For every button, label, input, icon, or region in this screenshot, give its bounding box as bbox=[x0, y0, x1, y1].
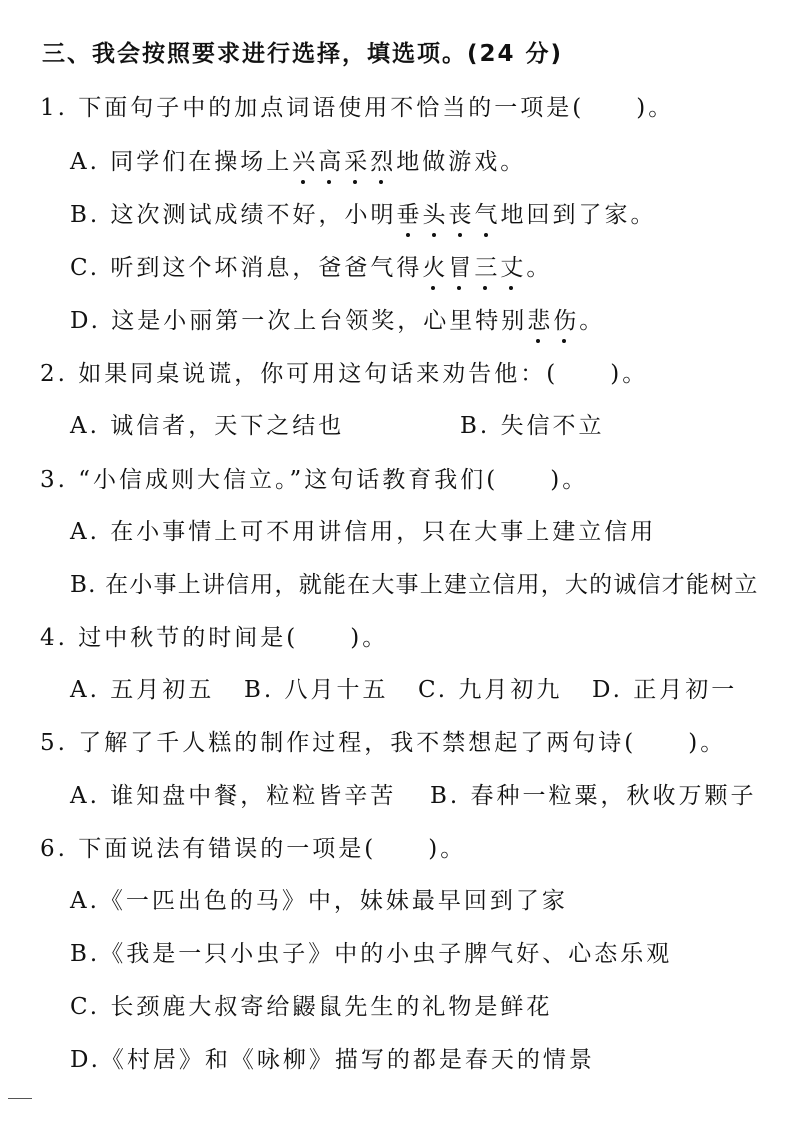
question-3-stem-text: 3. “小信成则大信立。”这句话教育我们( bbox=[40, 467, 499, 493]
question-5-stem-end: )。 bbox=[688, 730, 727, 756]
option-c-dotted-char: 三 bbox=[474, 252, 500, 284]
question-2-stem-end: )。 bbox=[610, 361, 649, 387]
question-6-option-c[interactable]: C. 长颈鹿大叔寄给鼹鼠先生的礼物是鲜花 bbox=[70, 994, 553, 1020]
option-a-text-before: A. 同学们在操场上 bbox=[70, 149, 293, 175]
question-4-option-c[interactable]: C. 九月初九 bbox=[418, 677, 563, 703]
option-c-dotted-char: 冒 bbox=[448, 252, 474, 284]
option-c-text-before: C. 听到这个坏消息，爸爸气得 bbox=[70, 255, 423, 281]
question-5-option-b[interactable]: B. 春种一粒粟，秋收万颗子 bbox=[430, 783, 757, 809]
option-a-text-after: 地做游戏。 bbox=[396, 149, 527, 175]
question-6-option-d[interactable]: D.《村居》和《咏柳》描写的都是春天的情景 bbox=[70, 1047, 595, 1073]
option-b-text-after: 地回到了家。 bbox=[500, 202, 657, 228]
question-5-stem-text: 5. 了解了千人糕的制作过程，我不禁想起了两句诗( bbox=[40, 730, 637, 756]
question-1-stem-text: 1. 下面句子中的加点词语使用不恰当的一项是( bbox=[40, 95, 585, 121]
option-d-dotted-char: 伤 bbox=[553, 305, 579, 337]
option-b-dotted-char: 垂 bbox=[397, 199, 423, 231]
question-2-option-a[interactable]: A. 诚信者，天下之结也 bbox=[70, 413, 345, 439]
question-6-stem-text: 6. 下面说法有错误的一项是( bbox=[40, 836, 377, 862]
question-2-option-b[interactable]: B. 失信不立 bbox=[460, 413, 605, 439]
question-1-option-c[interactable] bbox=[70, 252, 552, 284]
question-3-stem-end: )。 bbox=[550, 467, 589, 493]
question-5-option-a[interactable]: A. 谁知盘中餐，粒粒皆辛苦 bbox=[70, 783, 397, 809]
option-a-dotted-char: 兴 bbox=[292, 146, 318, 178]
option-b-text-before: B. 这次测试成绩不好，小明 bbox=[70, 202, 397, 228]
option-a-dotted-char: 烈 bbox=[370, 146, 396, 178]
option-b-dotted-char: 气 bbox=[475, 199, 501, 231]
question-3-option-b[interactable]: B. 在小事上讲信用，就能在大事上建立信用，大的诚信才能树立 bbox=[70, 572, 759, 598]
option-d-text-after: 。 bbox=[579, 308, 606, 334]
question-6-stem-end: )。 bbox=[428, 836, 467, 862]
question-1-option-b[interactable] bbox=[70, 199, 657, 231]
section-heading: 三、我会按照要求进行选择，填选项。(24 分) bbox=[42, 41, 564, 67]
question-1-stem bbox=[40, 92, 674, 124]
question-1-stem-end: )。 bbox=[636, 95, 675, 121]
question-1-option-d[interactable] bbox=[70, 305, 605, 337]
question-5-stem bbox=[40, 727, 726, 759]
question-3-stem bbox=[40, 464, 588, 496]
option-d-dotted-char: 悲 bbox=[527, 305, 553, 337]
question-4-stem-end: )。 bbox=[350, 625, 389, 651]
option-c-text-after: 。 bbox=[526, 255, 553, 281]
question-2-stem bbox=[40, 358, 648, 390]
question-4-option-d[interactable]: D. 正月初一 bbox=[592, 677, 738, 703]
question-4-option-a[interactable]: A. 五月初五 bbox=[70, 677, 215, 703]
question-4-stem-text: 4. 过中秋节的时间是( bbox=[40, 625, 299, 651]
question-4-option-b[interactable]: B. 八月十五 bbox=[244, 677, 389, 703]
option-a-dotted-char: 高 bbox=[318, 146, 344, 178]
option-a-dotted-char: 采 bbox=[344, 146, 370, 178]
option-d-text-before: D. 这是小丽第一次上台领奖，心里特别 bbox=[70, 308, 528, 334]
option-c-dotted-char: 丈 bbox=[500, 252, 526, 284]
question-3-option-a[interactable]: A. 在小事情上可不用讲信用，只在大事上建立信用 bbox=[70, 519, 657, 545]
option-b-dotted-char: 头 bbox=[423, 199, 449, 231]
question-2-stem-text: 2. 如果同桌说谎，你可用这句话来劝告他：( bbox=[40, 361, 559, 387]
question-6-stem bbox=[40, 833, 466, 865]
page-edge-mark bbox=[8, 1098, 32, 1099]
option-c-dotted-char: 火 bbox=[422, 252, 448, 284]
question-4-stem bbox=[40, 622, 388, 654]
question-6-option-b[interactable]: B.《我是一只小虫子》中的小虫子脾气好、心态乐观 bbox=[70, 941, 673, 967]
option-b-dotted-char: 丧 bbox=[449, 199, 475, 231]
question-6-option-a[interactable]: A.《一匹出色的马》中，妹妹最早回到了家 bbox=[70, 888, 568, 914]
question-1-option-a[interactable] bbox=[70, 146, 526, 178]
